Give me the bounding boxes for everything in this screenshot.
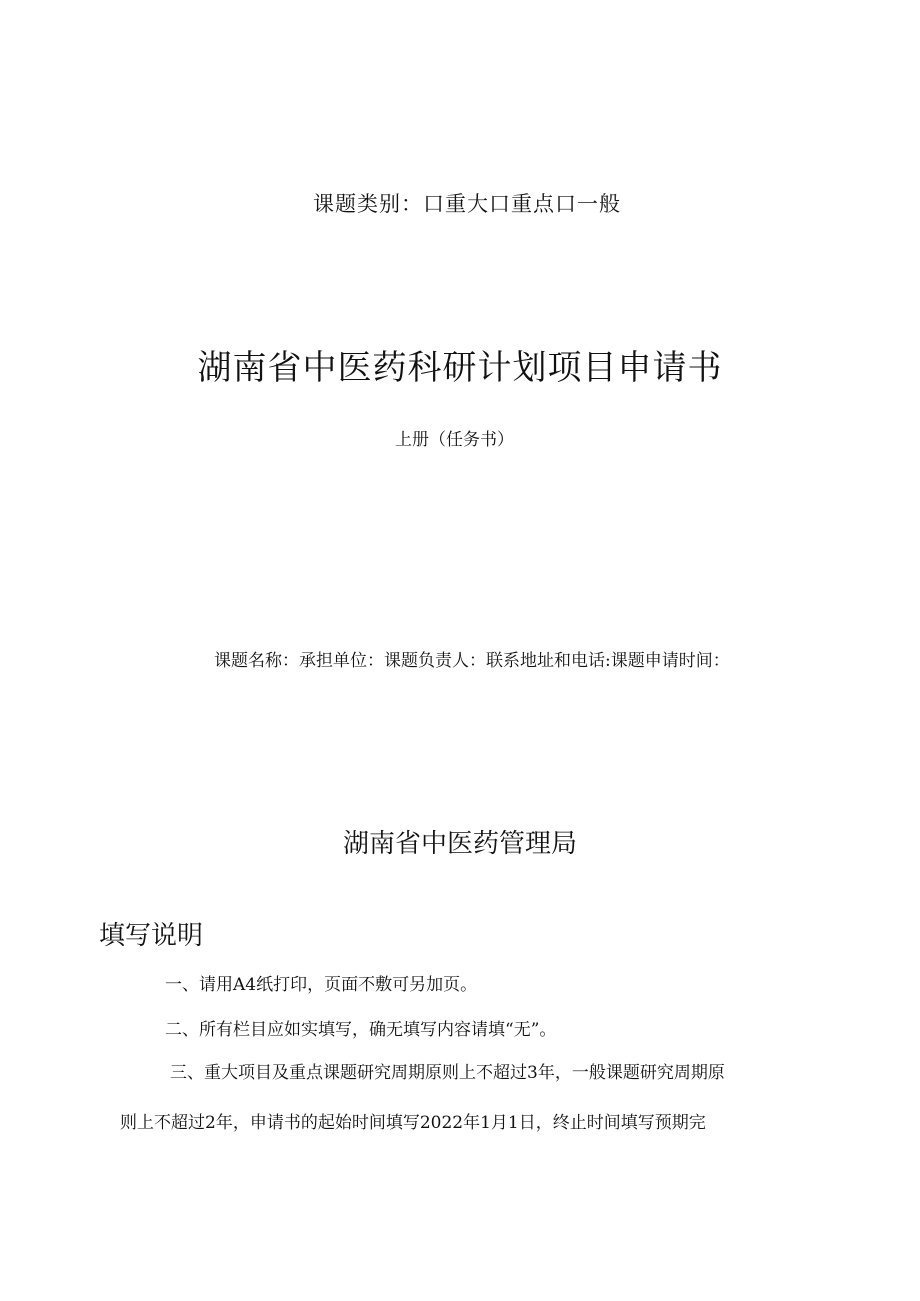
document-title: 湖南省中医药科研计划项目申请书 [197,348,723,388]
instruction-item-3-continued: 则上不超过2年，申请书的起始时间填写2022年1月1日，终止时间填写预期完 [120,1113,706,1133]
instructions-heading: 填写说明 [99,921,204,951]
document-subtitle: 上册（任务书） [395,430,514,450]
project-info-fields: 课题名称：承担单位：课题负责人：联系地址和电话:课题申请时间： [214,651,730,671]
instruction-item-2: 二、所有栏目应如实填写，确无填写内容请填“无”。 [165,1020,557,1040]
instruction-item-3: 三、重大项目及重点课题研究周期原则上不超过3年，一般课题研究周期原 [170,1063,725,1083]
project-category-line: 课题类别：口重大口重点口一般 [313,192,621,216]
instruction-item-1: 一、请用A4纸打印，页面不敷可另加页。 [165,975,478,995]
issuing-authority: 湖南省中医药管理局 [342,829,577,859]
